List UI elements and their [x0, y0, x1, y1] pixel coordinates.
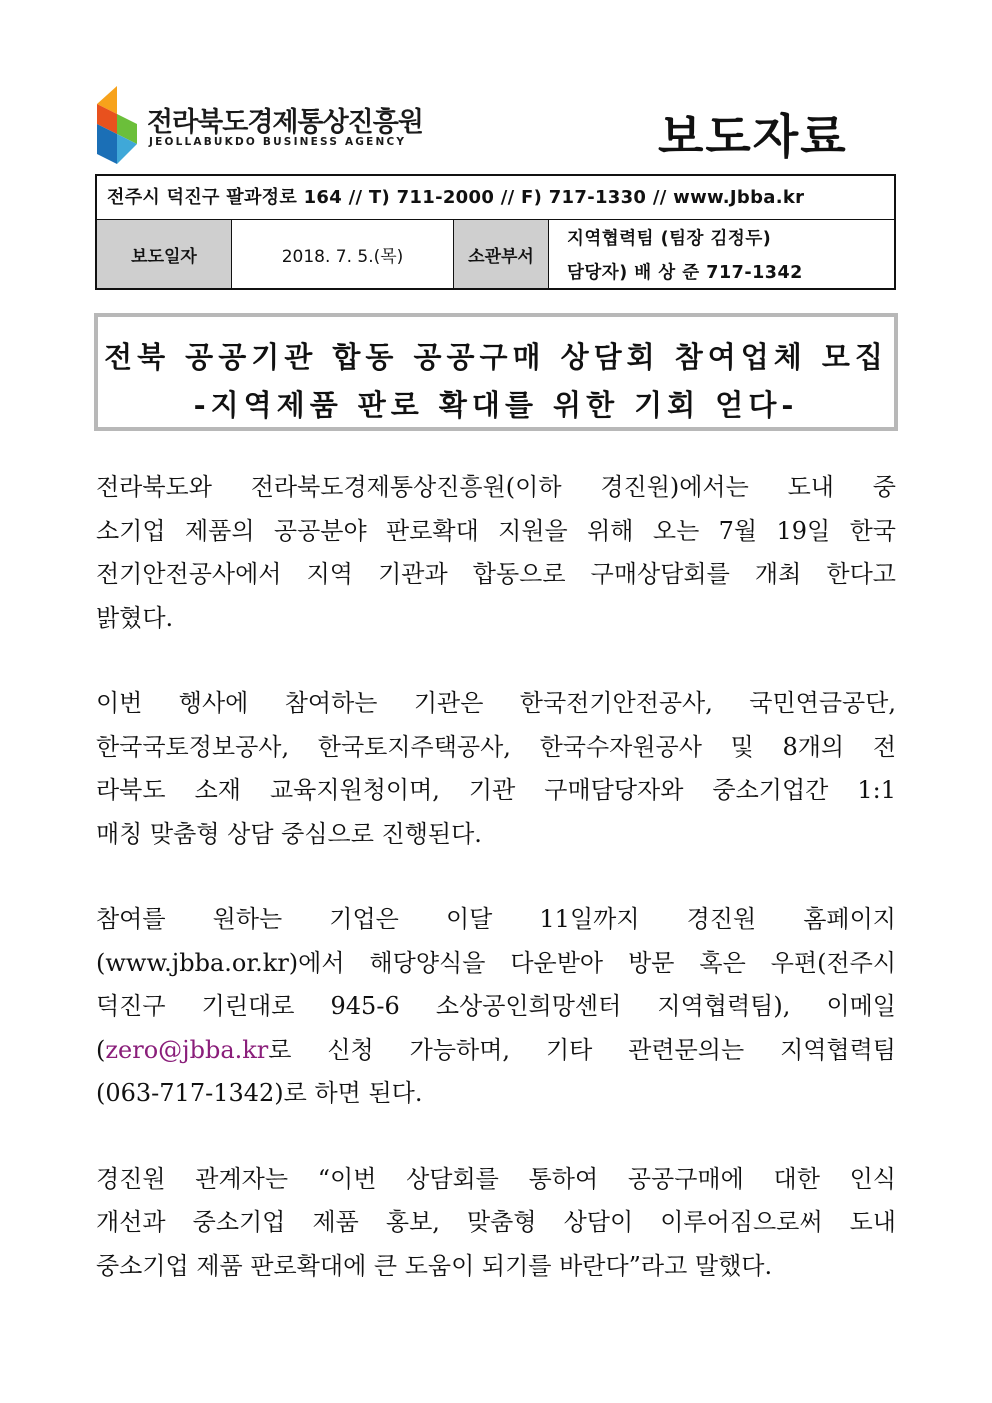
body-line: 참여를 원하는 기업은 이달 11일까지 경진원 홈페이지: [96, 905, 896, 933]
department-label: 소관부서: [454, 220, 549, 288]
paragraph-3: [96, 898, 896, 1116]
paragraph-2: [96, 682, 896, 856]
body-line: (www.jbba.or.kr)에서 해당양식을 다운받아 방문 혹은 우편(전주시: [96, 948, 896, 977]
document-type-title: 보도자료: [658, 110, 848, 165]
body-line-email-tail: 로 신청 가능하며, 기타 관련문의는 지역협력팀: [268, 1035, 896, 1064]
body-line: 매칭 맞춤형 상담 중심으로 진행된다.: [96, 819, 482, 848]
body-line: 개선과 중소기업 제품 홍보, 맞춤형 상담이 이루어짐으로써 도내: [96, 1208, 896, 1236]
department-value: 지역협력팀 (팀장 김정두): [567, 228, 772, 249]
body-line: 전라북도와 전라북도경제통상진흥원(이하 경진원)에서는 도내 중: [96, 473, 896, 501]
org-name-english: JEOLLABUKDO BUSINESS AGENCY: [149, 136, 407, 148]
body-line: 덕진구 기린대로 945-6 소상공인희망센터 지역협력팀), 이메일: [96, 992, 896, 1020]
body-line: 전기안전공사에서 지역 기관과 합동으로 구매상담회를 개최 한다고: [96, 560, 896, 588]
body-line-email: (zero@jbba.kr로 신청 가능하며, 기타 관련문의는 지역협력팀: [96, 1035, 896, 1064]
press-info-table: [95, 174, 896, 290]
article-body: [96, 466, 896, 1288]
agency-logo: [93, 84, 423, 174]
body-line: 밝혔다.: [96, 603, 174, 632]
department-contact-cell: [549, 220, 894, 288]
body-line: 한국국토정보공사, 한국토지주택공사, 한국수자원공사 및 8개의 전: [96, 732, 896, 761]
body-line: 중소기업 제품 판로확대에 큰 도움이 되기를 바란다”라고 말했다.: [96, 1251, 773, 1280]
body-line: (063-717-1342)로 하면 된다.: [96, 1079, 423, 1107]
headline-subtitle: -지역제품 판로 확대를 위한 기회 얻다-: [193, 388, 799, 422]
email-link[interactable]: zero@jbba.kr: [105, 1035, 269, 1064]
contact-person: 담당자) 배 상 준 717-1342: [567, 262, 803, 283]
body-line: 라북도 소재 교육지원청이며, 기관 구매담당자와 중소기업간 1:1: [96, 776, 896, 804]
contact-address-line: 전주시 덕진구 팔과정로 164 // T) 711-2000 // F) 717-1330 // www.Jbba.kr: [97, 176, 894, 220]
release-date-value: 2018. 7. 5.(목): [232, 220, 454, 288]
body-line: 이번 행사에 참여하는 기관은 한국전기안전공사, 국민연금공단,: [96, 689, 896, 717]
paragraph-4: [96, 1158, 896, 1289]
headline-title: 전북 공공기관 합동 공공구매 상담회 참여업체 모집: [104, 340, 888, 374]
body-line: 경진원 관계자는 “이번 상담회를 통하여 공공구매에 대한 인식: [96, 1164, 896, 1193]
agency-logo-icon: [93, 84, 143, 174]
body-line: 소기업 제품의 공공분야 판로확대 지원을 위해 오는 7월 19일 한국: [96, 516, 896, 545]
org-name-korean: 전라북도경제통상진흥원: [147, 107, 423, 138]
headline-box: [94, 313, 898, 431]
paragraph-1: [96, 466, 896, 640]
release-date-label: 보도일자: [97, 220, 232, 288]
